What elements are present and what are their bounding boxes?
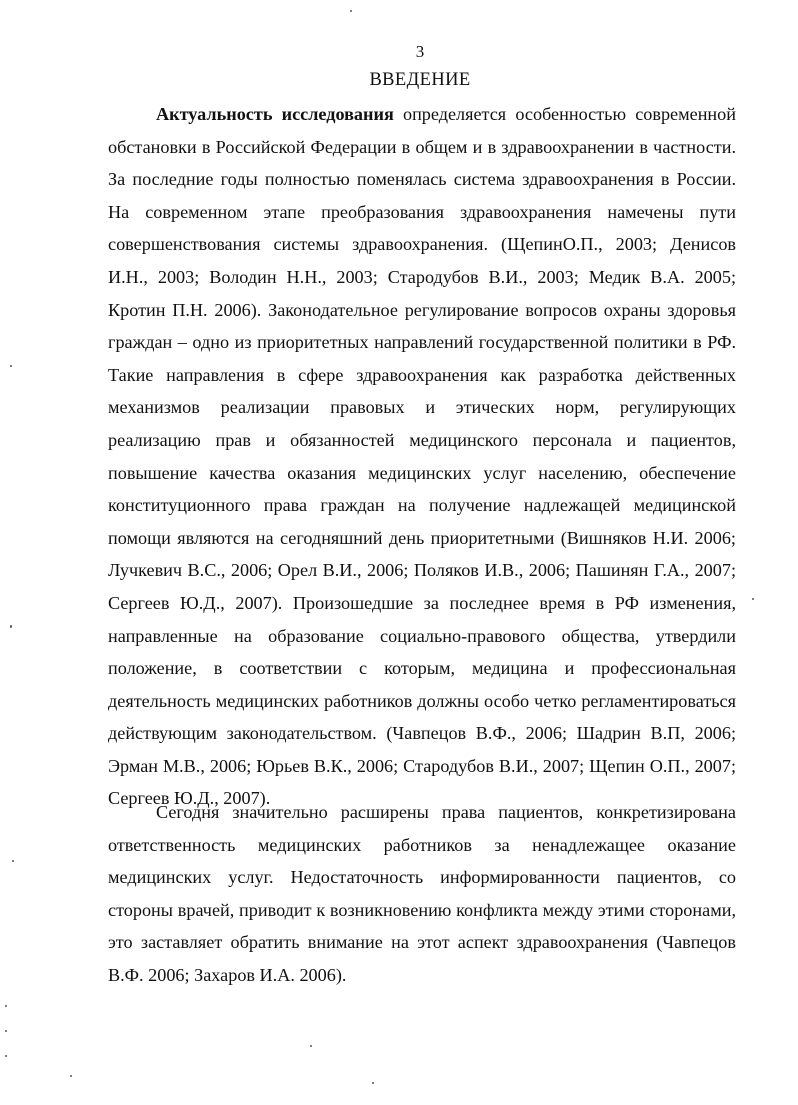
scan-speck	[70, 1075, 72, 1077]
scan-speck	[372, 1082, 374, 1084]
scan-speck	[5, 1055, 7, 1057]
scan-speck	[12, 860, 14, 862]
paragraph-2-text: Сегодня значительно расширены права пациентов, конкретизирована ответственность медицинских работников за ненадлежащее оказание медицинских услуг. Недостаточность информированности пациентов, со стороны врачей, приводит к возникновению конфликта между этими сторонами, это заставляет обратить внимание на этот аспект здравоохранения (Чавпецов В.Ф. 2006; Захаров И.А. 2006).	[108, 802, 736, 985]
page-number: 3	[415, 42, 425, 61]
paragraph-2	[108, 796, 736, 992]
paragraph-1-lead: Актуальность исследования	[156, 104, 394, 124]
scan-speck	[350, 10, 352, 12]
paragraph-1-text: определяется особенностью современной обстановки в Российской Федерации в общем и в здравоохранении в частности. За последние годы полностью поменялась система здравоохранения в России. На современном этапе преобразования здравоохранения намечены пути совершенствования системы здравоохранения. (ЩепинО.П., 2003; Денисов И.Н., 2003; Володин Н.Н., 2003; Стародубов В.И., 2003; Медик В.А. 2005; Кротин П.Н. 2006). Законодательное регулирование вопросов охраны здоровья граждан – одно из приоритетных направлений государственной политики в РФ. Такие направления в сфере здравоохранения как разработка действенных механизмов реализации правовых и этических норм, регулирующих реализацию прав и обязанностей медицинского персонала и пациентов, повышение качества оказания медицинских услуг населению, обеспечение конституционного права граждан на получение надлежащей медицинской помощи являются на сегодняшний день приоритетными (Вишняков Н.И. 2006; Лучкевич В.С., 2006; Орел В.И., 2006; Поляков И.В., 2006; Пашинян Г.А., 2007; Сергеев Ю.Д., 2007). Произошедшие за последнее время в РФ изменения, направленные на образование социально-правового общества, утвердили положение, в соответствии с которым, медицина и профессиональная деятельность медицинских работников должны особо четко регламентироваться действующим законодательством. (Чавпецов В.Ф., 2006; Шадрин В.П, 2006; Эрман М.В., 2006; Юрьев В.К., 2006; Стародубов В.И., 2007; Щепин О.П., 2007; Сергеев Ю.Д., 2007).	[108, 104, 736, 809]
scan-speck	[10, 625, 12, 628]
scan-speck	[10, 365, 12, 367]
paragraph-1	[108, 98, 736, 815]
scan-speck	[310, 1045, 312, 1047]
scan-speck	[752, 598, 754, 600]
scan-speck	[5, 1030, 7, 1032]
section-heading: ВВЕДЕНИЕ	[369, 70, 471, 90]
scan-speck	[5, 1005, 7, 1007]
